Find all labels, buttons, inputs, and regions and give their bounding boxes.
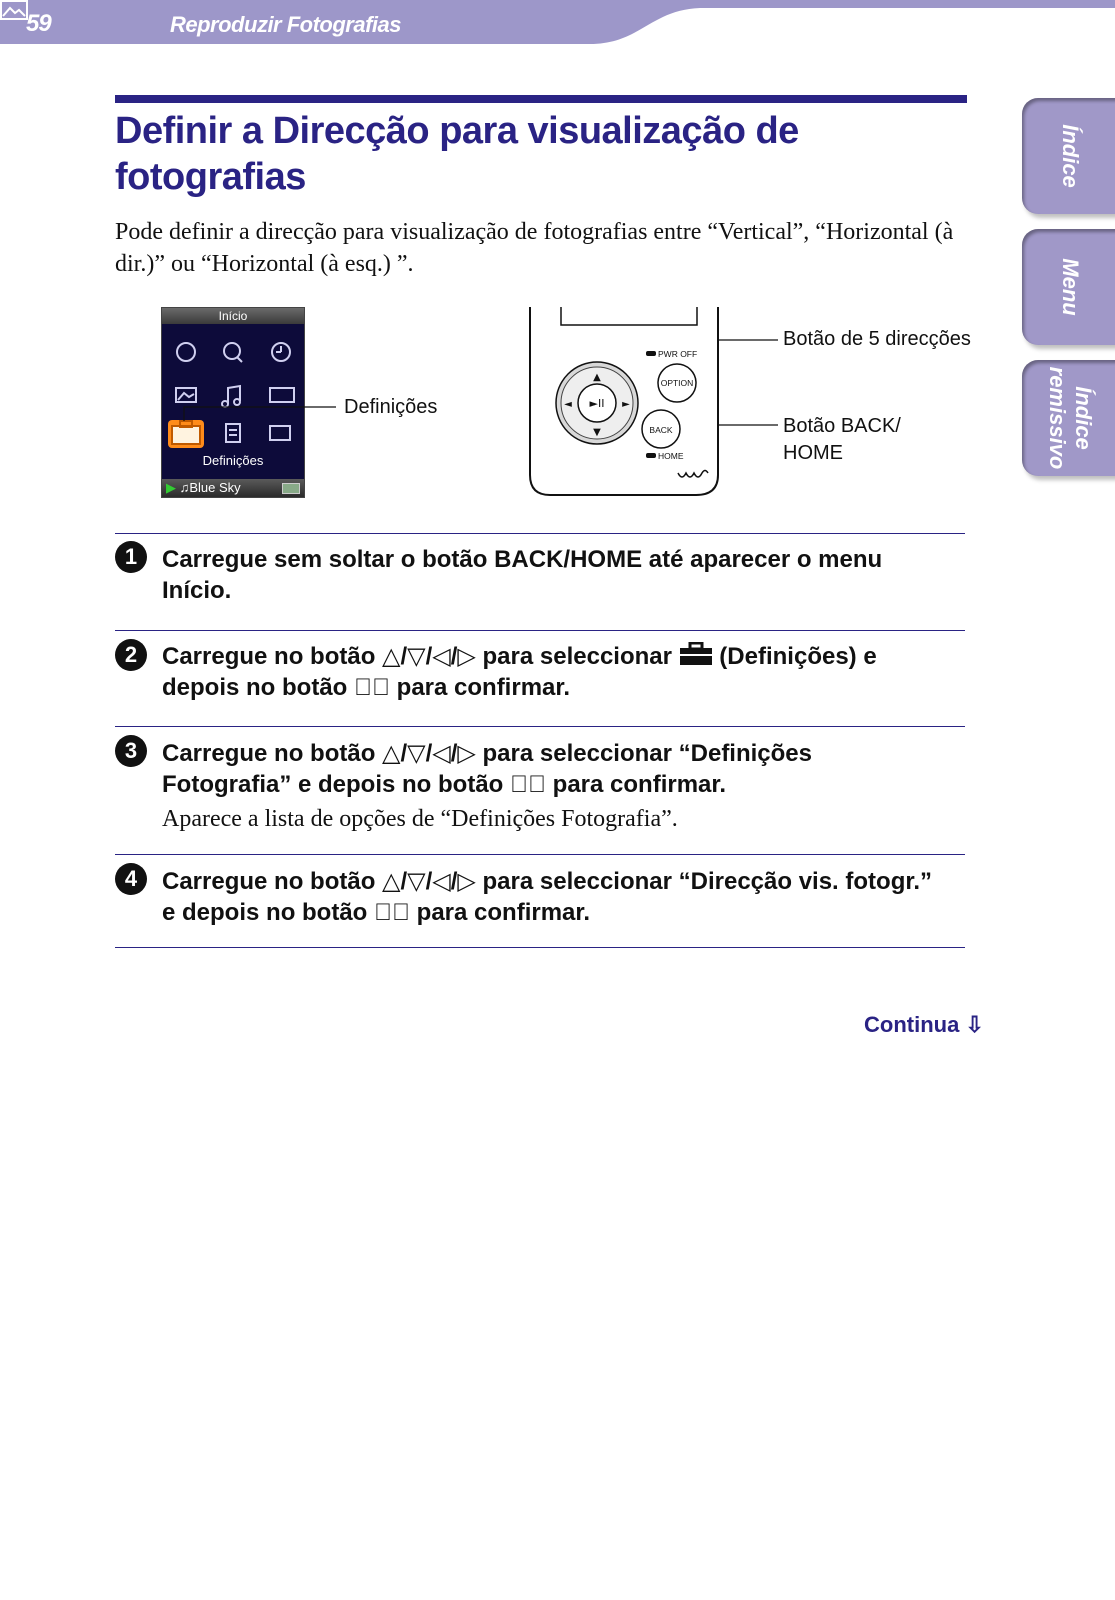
callout-back-home-button (783, 413, 901, 467)
step-4-text (162, 866, 972, 928)
step-rule (115, 947, 965, 948)
step-rule (115, 726, 965, 727)
play-status-icon: ▶ (166, 480, 176, 495)
screen-selected-label: Definições (202, 453, 264, 468)
callout-definicoes: Definições (344, 396, 438, 418)
step-1-line1: Carregue sem soltar o botão BACK/HOME até aparecer o menu (162, 546, 883, 573)
step-3-text (162, 738, 972, 800)
pwr-off-label: PWR OFF (658, 349, 698, 359)
step-number: 1 (115, 541, 147, 573)
step-2-text (162, 641, 972, 703)
step-number: 2 (115, 639, 147, 671)
callout-back-home-line2: HOME (783, 442, 843, 464)
header-band (0, 0, 1115, 46)
tab-indice-remissivo-label: Índice remissivo (1044, 366, 1096, 470)
step-rule (115, 854, 965, 855)
toolbox-icon (172, 426, 200, 444)
tab-indice-label: Índice (1057, 124, 1083, 188)
intro-paragraph: Pode definir a direcção para visualização de fotografias entre “Vertical”, “Horizontal (à dir.)” ou “Horizontal (à esq.) ”. (115, 219, 954, 277)
back-label: BACK (649, 425, 673, 435)
page-title (115, 108, 975, 200)
svg-text:►: ► (622, 399, 630, 410)
music-note-icon: ♫ (179, 480, 190, 495)
step-4-line1: Carregue no botão △/▽/◁/▷ para seleccionar “Direcção vis. fotogr.” (162, 868, 933, 895)
shuffle-icon (177, 343, 195, 361)
page-number: 59 (26, 10, 51, 37)
step-2-line2: depois no botão ▷⃓ para confirmar. (162, 674, 571, 701)
step-rule (115, 630, 965, 631)
step-3-result: Aparece a lista de opções de “Definições Fotografia”. (162, 806, 678, 832)
step-2-line1-part1: Carregue no botão △/▽/◁/▷ para seleccionar (162, 643, 679, 670)
step-number: 4 (115, 863, 147, 895)
toolbox-settings-icon (679, 642, 713, 666)
video-icon (270, 388, 294, 402)
fm-radio-icon (270, 426, 290, 440)
svg-text:◄: ◄ (564, 399, 572, 410)
page-title-line2: fotografias (115, 156, 306, 198)
tab-indice-remissivo[interactable] (1022, 360, 1115, 476)
playlist-icon (226, 424, 240, 442)
title-rule (115, 95, 967, 103)
screen-top-label: Início (162, 308, 304, 324)
svg-text:►II: ►II (589, 397, 605, 410)
device-body-illustration (528, 305, 728, 500)
step-2-line1-part2: (Definições) e (712, 643, 877, 670)
tab-menu[interactable] (1022, 229, 1115, 345)
svg-text:▲: ▲ (593, 372, 601, 383)
section-title: Reproduzir Fotografias (170, 12, 402, 37)
home-label: HOME (658, 451, 684, 461)
step-1-line2: Início. (162, 577, 232, 604)
tab-menu-label: Menu (1057, 258, 1083, 316)
step-3-line2: Fotografia” e depois no botão ▷⃓ para confirmar. (162, 771, 727, 798)
step-number: 3 (115, 735, 147, 767)
svg-text:▼: ▼ (593, 427, 601, 438)
step-4-line2: e depois no botão ▷⃓ para confirmar. (162, 899, 591, 926)
tab-indice[interactable] (1022, 98, 1115, 214)
battery-icon (282, 483, 300, 494)
page-header (0, 0, 1115, 46)
step-1-text (162, 544, 972, 606)
option-label: OPTION (660, 378, 694, 388)
continue-link[interactable]: Continua ⇩ (864, 1012, 984, 1037)
photo-icon (0, 0, 28, 20)
home-menu-icons (162, 326, 304, 456)
page-title-line1: Definir a Direcção para visualização de (115, 110, 799, 152)
step-3-line1: Carregue no botão △/▽/◁/▷ para seleccionar “Definições (162, 740, 813, 767)
callout-five-way-button: Botão de 5 direcções (783, 328, 971, 350)
step-rule (115, 533, 965, 534)
now-playing-title: Blue Sky (189, 480, 241, 495)
screen-now-playing-bar (162, 479, 304, 497)
callout-back-home-line1: Botão BACK/ (783, 415, 901, 437)
step-2-line1 (162, 641, 972, 672)
device-screen-illustration (161, 307, 305, 498)
